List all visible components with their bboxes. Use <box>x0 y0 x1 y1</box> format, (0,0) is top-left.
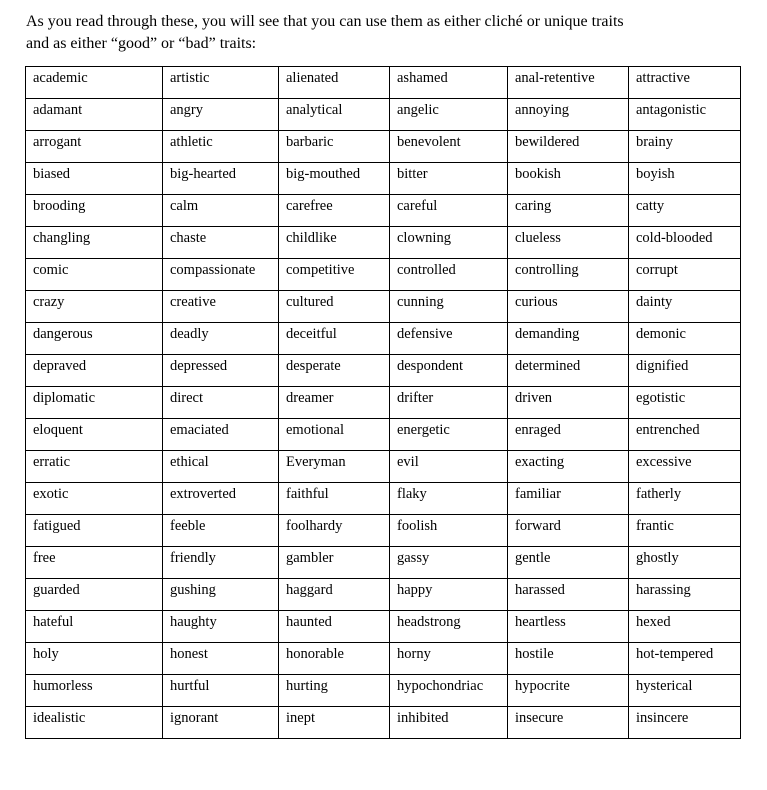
trait-cell: harassing <box>629 579 741 611</box>
trait-cell: faithful <box>279 483 390 515</box>
trait-cell: hysterical <box>629 675 741 707</box>
trait-cell: erratic <box>26 451 163 483</box>
intro-line-1: As you read through these, you will see that you can use them as either cliché or unique traits <box>26 13 624 30</box>
trait-cell: bitter <box>390 163 508 195</box>
trait-cell: headstrong <box>390 611 508 643</box>
trait-cell: exotic <box>26 483 163 515</box>
trait-cell: childlike <box>279 227 390 259</box>
trait-cell: boyish <box>629 163 741 195</box>
trait-cell: arrogant <box>26 131 163 163</box>
trait-cell: gassy <box>390 547 508 579</box>
table-row <box>26 547 741 579</box>
trait-cell: depraved <box>26 355 163 387</box>
trait-cell: frantic <box>629 515 741 547</box>
table-row <box>26 451 741 483</box>
trait-cell: eloquent <box>26 419 163 451</box>
trait-cell: emaciated <box>163 419 279 451</box>
trait-cell: angry <box>163 99 279 131</box>
trait-cell: depressed <box>163 355 279 387</box>
trait-cell: benevolent <box>390 131 508 163</box>
trait-cell: curious <box>508 291 629 323</box>
trait-cell: happy <box>390 579 508 611</box>
trait-cell: horny <box>390 643 508 675</box>
trait-cell: annoying <box>508 99 629 131</box>
table-row <box>26 387 741 419</box>
trait-cell: competitive <box>279 259 390 291</box>
trait-cell: emotional <box>279 419 390 451</box>
trait-cell: hateful <box>26 611 163 643</box>
table-row <box>26 355 741 387</box>
trait-cell: insecure <box>508 707 629 739</box>
trait-cell: diplomatic <box>26 387 163 419</box>
trait-cell: free <box>26 547 163 579</box>
trait-cell: fatigued <box>26 515 163 547</box>
trait-cell: foolhardy <box>279 515 390 547</box>
trait-cell: insincere <box>629 707 741 739</box>
trait-cell: haggard <box>279 579 390 611</box>
trait-cell: demonic <box>629 323 741 355</box>
trait-cell: extroverted <box>163 483 279 515</box>
trait-cell: clueless <box>508 227 629 259</box>
trait-cell: barbaric <box>279 131 390 163</box>
trait-cell: compassionate <box>163 259 279 291</box>
trait-cell: hostile <box>508 643 629 675</box>
trait-cell: athletic <box>163 131 279 163</box>
trait-cell: antagonistic <box>629 99 741 131</box>
trait-cell: deadly <box>163 323 279 355</box>
trait-cell: brooding <box>26 195 163 227</box>
table-row <box>26 675 741 707</box>
trait-cell: ethical <box>163 451 279 483</box>
trait-cell: careful <box>390 195 508 227</box>
traits-table-body <box>26 67 741 739</box>
trait-cell: drifter <box>390 387 508 419</box>
trait-cell: despondent <box>390 355 508 387</box>
trait-cell: haunted <box>279 611 390 643</box>
trait-cell: anal-retentive <box>508 67 629 99</box>
trait-cell: gentle <box>508 547 629 579</box>
trait-cell: cultured <box>279 291 390 323</box>
trait-cell: hurting <box>279 675 390 707</box>
trait-cell: dangerous <box>26 323 163 355</box>
trait-cell: gambler <box>279 547 390 579</box>
trait-cell: inept <box>279 707 390 739</box>
table-row <box>26 515 741 547</box>
trait-cell: entrenched <box>629 419 741 451</box>
trait-cell: flaky <box>390 483 508 515</box>
trait-cell: calm <box>163 195 279 227</box>
trait-cell: hurtful <box>163 675 279 707</box>
trait-cell: inhibited <box>390 707 508 739</box>
trait-cell: demanding <box>508 323 629 355</box>
trait-cell: big-mouthed <box>279 163 390 195</box>
trait-cell: ignorant <box>163 707 279 739</box>
trait-cell: angelic <box>390 99 508 131</box>
trait-cell: dainty <box>629 291 741 323</box>
trait-cell: bewildered <box>508 131 629 163</box>
intro-line-2: and as either “good” or “bad” traits: <box>26 35 257 52</box>
trait-cell: dignified <box>629 355 741 387</box>
trait-cell: hypocrite <box>508 675 629 707</box>
trait-cell: controlled <box>390 259 508 291</box>
trait-cell: honorable <box>279 643 390 675</box>
trait-cell: hexed <box>629 611 741 643</box>
table-row <box>26 99 741 131</box>
trait-cell: alienated <box>279 67 390 99</box>
table-row <box>26 643 741 675</box>
trait-cell: humorless <box>26 675 163 707</box>
intro-text <box>26 11 746 55</box>
trait-cell: clowning <box>390 227 508 259</box>
trait-cell: driven <box>508 387 629 419</box>
trait-cell: fatherly <box>629 483 741 515</box>
trait-cell: brainy <box>629 131 741 163</box>
trait-cell: enraged <box>508 419 629 451</box>
trait-cell: chaste <box>163 227 279 259</box>
trait-cell: heartless <box>508 611 629 643</box>
trait-cell: deceitful <box>279 323 390 355</box>
trait-cell: ghostly <box>629 547 741 579</box>
trait-cell: foolish <box>390 515 508 547</box>
trait-cell: direct <box>163 387 279 419</box>
table-row <box>26 419 741 451</box>
trait-cell: analytical <box>279 99 390 131</box>
trait-cell: feeble <box>163 515 279 547</box>
table-row <box>26 323 741 355</box>
trait-cell: excessive <box>629 451 741 483</box>
table-row <box>26 131 741 163</box>
trait-cell: gushing <box>163 579 279 611</box>
trait-cell: friendly <box>163 547 279 579</box>
trait-cell: artistic <box>163 67 279 99</box>
trait-cell: hypochondriac <box>390 675 508 707</box>
trait-cell: honest <box>163 643 279 675</box>
trait-cell: desperate <box>279 355 390 387</box>
trait-cell: carefree <box>279 195 390 227</box>
trait-cell: changling <box>26 227 163 259</box>
trait-cell: idealistic <box>26 707 163 739</box>
trait-cell: controlling <box>508 259 629 291</box>
trait-cell: attractive <box>629 67 741 99</box>
trait-cell: adamant <box>26 99 163 131</box>
trait-cell: guarded <box>26 579 163 611</box>
table-row <box>26 707 741 739</box>
trait-cell: biased <box>26 163 163 195</box>
trait-cell: crazy <box>26 291 163 323</box>
trait-cell: egotistic <box>629 387 741 419</box>
trait-cell: cunning <box>390 291 508 323</box>
trait-cell: evil <box>390 451 508 483</box>
trait-cell: holy <box>26 643 163 675</box>
trait-cell: academic <box>26 67 163 99</box>
table-row <box>26 195 741 227</box>
trait-cell: catty <box>629 195 741 227</box>
trait-cell: hot-tempered <box>629 643 741 675</box>
table-row <box>26 67 741 99</box>
trait-cell: bookish <box>508 163 629 195</box>
trait-cell: Everyman <box>279 451 390 483</box>
trait-cell: defensive <box>390 323 508 355</box>
trait-cell: comic <box>26 259 163 291</box>
trait-cell: harassed <box>508 579 629 611</box>
trait-cell: energetic <box>390 419 508 451</box>
table-row <box>26 163 741 195</box>
trait-cell: dreamer <box>279 387 390 419</box>
trait-cell: familiar <box>508 483 629 515</box>
table-row <box>26 579 741 611</box>
trait-cell: exacting <box>508 451 629 483</box>
trait-cell: forward <box>508 515 629 547</box>
trait-cell: big-hearted <box>163 163 279 195</box>
table-row <box>26 483 741 515</box>
traits-table <box>25 66 741 739</box>
table-row <box>26 259 741 291</box>
trait-cell: caring <box>508 195 629 227</box>
trait-cell: cold-blooded <box>629 227 741 259</box>
table-row <box>26 611 741 643</box>
table-row <box>26 227 741 259</box>
trait-cell: corrupt <box>629 259 741 291</box>
trait-cell: ashamed <box>390 67 508 99</box>
trait-cell: creative <box>163 291 279 323</box>
table-row <box>26 291 741 323</box>
trait-cell: determined <box>508 355 629 387</box>
trait-cell: haughty <box>163 611 279 643</box>
